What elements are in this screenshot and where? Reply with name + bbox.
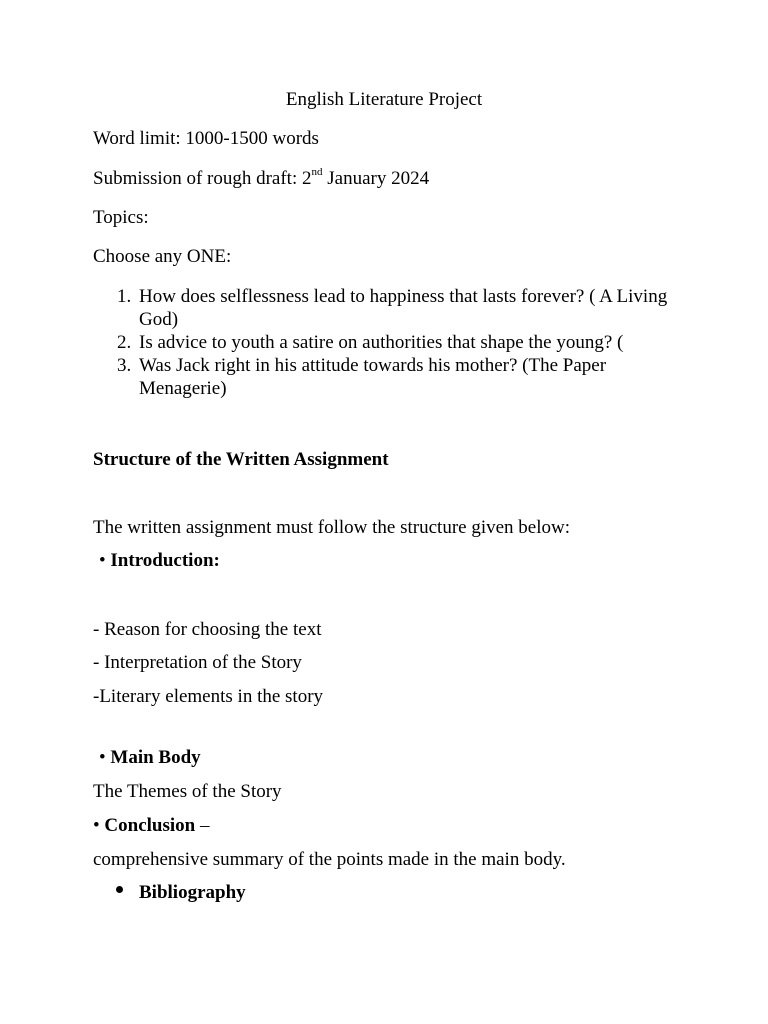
intro-item: - Interpretation of the Story [93, 652, 302, 673]
topic-number: 3. [117, 355, 132, 376]
intro-item: - Reason for choosing the text [93, 619, 322, 640]
bullet-glyph: • [93, 815, 100, 836]
bullet-glyph: • [99, 550, 106, 571]
topics-list [93, 285, 693, 400]
bullet-glyph: • [99, 747, 106, 768]
topics-label: Topics: [93, 207, 149, 228]
bibliography-heading: Bibliography [139, 882, 246, 903]
structure-intro: The written assignment must follow the structure given below: [93, 517, 571, 538]
topic-text: Was Jack right in his attitude towards his mother? (The Paper Menagerie) [139, 355, 607, 399]
topic-text: Is advice to youth a satire on authorities that shape the young? ( [139, 332, 624, 353]
submission-suffix: January 2024 [322, 168, 430, 189]
topic-item [93, 285, 693, 331]
topic-number: 1. [117, 286, 132, 307]
conclusion-dash: – [195, 815, 210, 836]
topic-item [93, 354, 693, 400]
submission-ordinal-suffix: nd [311, 165, 323, 178]
introduction-heading [99, 549, 220, 572]
submission-line [93, 167, 429, 190]
main-body-label: Main Body [110, 747, 201, 768]
topic-text: How does selflessness lead to happiness that lasts forever? ( A Living God) [139, 286, 668, 330]
conclusion-text: comprehensive summary of the points made in the main body. [93, 849, 566, 870]
document-title: English Literature Project [285, 89, 483, 110]
topic-item [93, 331, 693, 354]
submission-prefix: Submission of rough draft: 2 [93, 168, 312, 189]
main-body-text: The Themes of the Story [93, 781, 282, 802]
intro-item: -Literary elements in the story [93, 686, 324, 707]
structure-heading: Structure of the Written Assignment [93, 449, 389, 470]
topic-number: 2. [117, 332, 132, 353]
conclusion-heading [93, 814, 209, 837]
word-limit-line: Word limit: 1000-1500 words [93, 128, 319, 149]
choose-instruction: Choose any ONE: [93, 246, 232, 267]
introduction-label: Introduction: [110, 550, 220, 571]
main-body-heading [99, 746, 201, 769]
bullet-icon [116, 886, 123, 893]
conclusion-label: Conclusion [104, 815, 196, 836]
